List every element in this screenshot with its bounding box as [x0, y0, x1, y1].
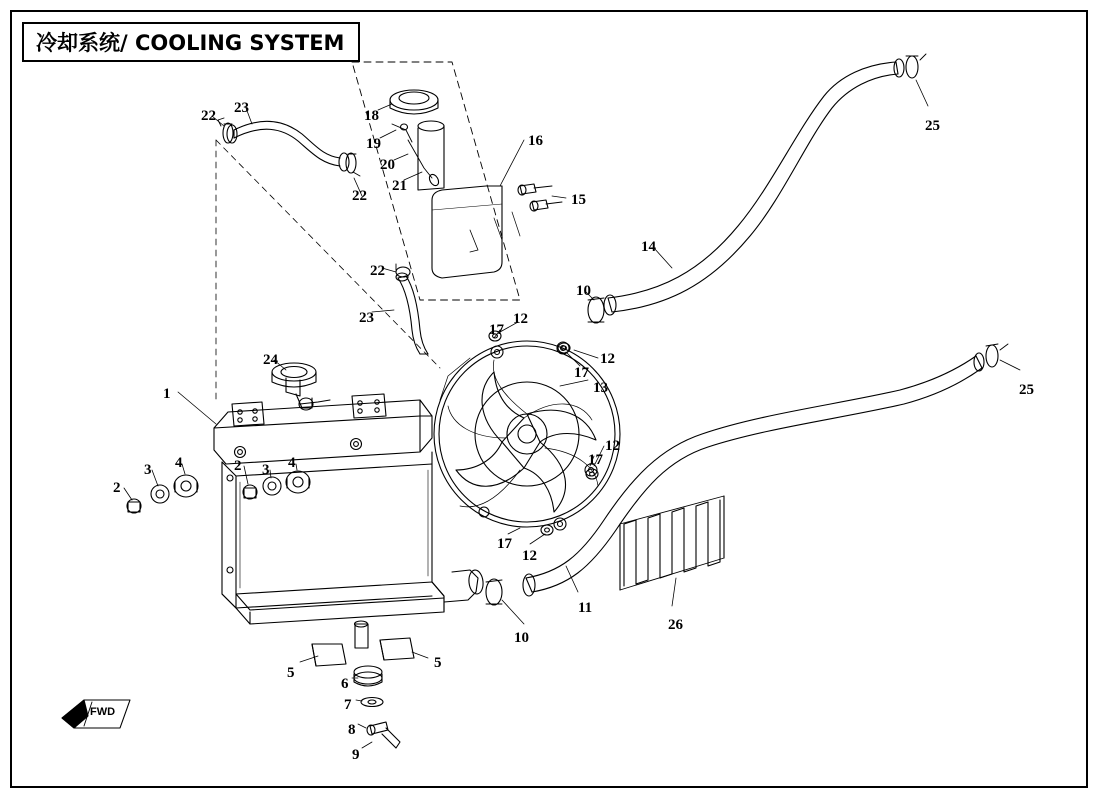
upper-radiator-hose	[588, 54, 926, 323]
radiator-lower-mounts	[312, 621, 414, 748]
fwd-label: FWD	[90, 706, 116, 718]
callout-14: 14	[641, 239, 656, 255]
callout-17-d: 17	[497, 536, 512, 552]
callout-11: 11	[578, 600, 593, 616]
callout-5-right: 5	[434, 655, 442, 671]
callout-22-b: 22	[352, 188, 367, 204]
overflow-hose-lower	[396, 264, 428, 354]
hose-spring-protector	[620, 496, 724, 590]
callout-15: 15	[571, 192, 586, 208]
callout-3-right: 3	[262, 462, 270, 478]
callout-25-bottom: 25	[1019, 382, 1034, 398]
callout-19: 19	[366, 136, 381, 152]
callout-12-d: 12	[522, 548, 537, 564]
fan-fasteners	[489, 331, 598, 535]
callout-26: 26	[668, 617, 683, 633]
callout-12-c: 12	[605, 438, 620, 454]
callout-10-upper: 10	[576, 283, 591, 299]
callout-8: 8	[348, 722, 356, 738]
callout-21: 21	[392, 178, 407, 194]
callout-25-top: 25	[925, 118, 940, 134]
callout-17-a: 17	[489, 322, 504, 338]
callout-4-right: 4	[288, 455, 296, 471]
callout-22-c: 22	[370, 263, 385, 279]
callout-24: 24	[263, 352, 278, 368]
page-title: 冷却系统/ COOLING SYSTEM	[36, 31, 345, 55]
diagram-title-box	[22, 22, 360, 62]
hose-clamp-lower	[396, 264, 410, 277]
callout-3-left: 3	[144, 462, 152, 478]
callout-20: 20	[380, 157, 395, 173]
callout-2-right: 2	[234, 458, 242, 474]
callout-5-left: 5	[287, 665, 295, 681]
callout-17-b: 17	[574, 365, 589, 381]
radiator	[214, 394, 484, 624]
hose-connector-lower	[486, 579, 502, 605]
hose-clamp-25-bottom	[986, 344, 1008, 367]
callout-1: 1	[163, 386, 171, 402]
hose-connector-upper	[588, 297, 604, 323]
overflow-hose-upper	[218, 118, 360, 176]
callout-10-lower: 10	[514, 630, 529, 646]
callout-6: 6	[341, 676, 349, 692]
callout-23-b: 23	[359, 310, 374, 326]
callout-2-left: 2	[113, 480, 121, 496]
callout-7: 7	[344, 697, 352, 713]
callout-12-b: 12	[600, 351, 615, 367]
callout-9: 9	[352, 747, 360, 763]
hose-clamp-25-top	[906, 54, 926, 78]
callout-4-left: 4	[175, 455, 183, 471]
callout-12-a: 12	[513, 311, 528, 327]
cooling-fan	[434, 341, 620, 530]
left-mount-hardware	[127, 475, 198, 513]
callout-22-a: 22	[201, 108, 216, 124]
callout-23-a: 23	[234, 100, 249, 116]
hose-clamp-left	[218, 118, 233, 143]
callout-17-c: 17	[588, 452, 603, 468]
callout-18: 18	[364, 108, 379, 124]
callout-16: 16	[528, 133, 543, 149]
callout-13: 13	[593, 380, 608, 396]
